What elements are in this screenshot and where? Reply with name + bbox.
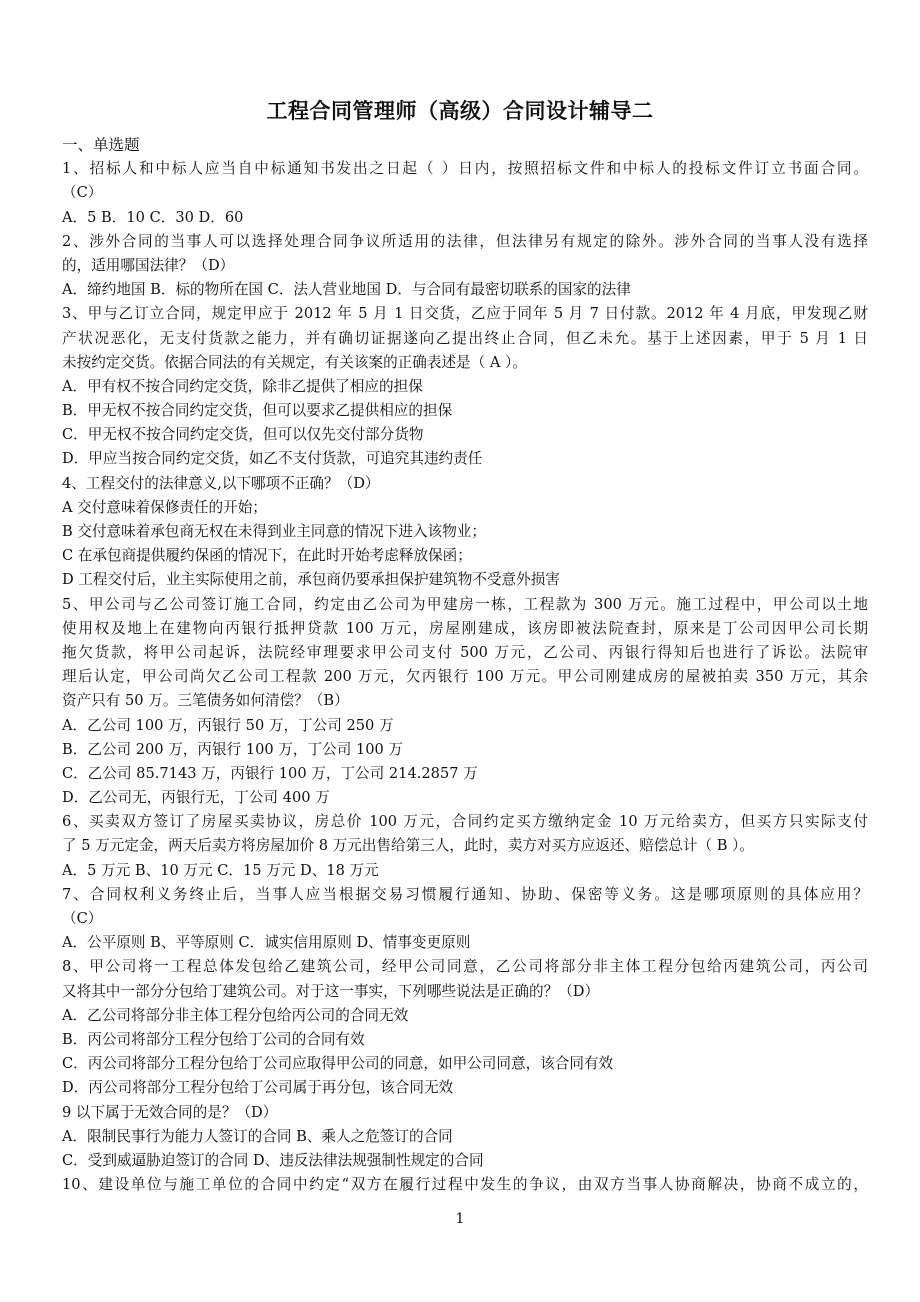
text-line: C．受到威逼胁迫签订的合同 D、违反法律法规强制性规定的合同 (62, 1151, 484, 1169)
text-line: A．缔约地国 B．标的物所在国 C．法人营业地国 D．与合同有最密切联系的国家的法律 (62, 281, 631, 299)
text-line: 9 以下属于无效合同的是？（D） (62, 1103, 278, 1121)
text-line: （C） (62, 910, 103, 927)
page-title: 工程合同管理师（高级）合同设计辅导二 (266, 99, 654, 123)
text-line: 2、涉外合同的当事人可以选择处理合同争议所适用的法律，但法律另有规定的除外。涉外合同的当事人没有选择 (62, 232, 868, 250)
text-line: C．丙公司将部分工程分包给丁公司应取得甲公司的同意，如甲公司同意，该合同有效 (62, 1055, 614, 1073)
page-number: 1 (455, 1211, 465, 1227)
text-line: A．5 B．10 C．30 D．60 (62, 208, 244, 226)
text-line: 未按约定交货。依据合同法的有关规定，有关该案的正确表述是（ A ）。 (62, 353, 527, 371)
text-line: C．甲无权不按合同约定交货，但可以仅先交付部分货物 (62, 426, 424, 444)
text-line: 3、甲与乙订立合同，规定甲应于 2012 年 5 月 1 日交货，乙应于同年 5 月 7 日付款。2012 年 4 月底，甲发现乙财 (62, 305, 868, 323)
text-line: D．乙公司无，丙银行无，丁公司 400 万 (62, 789, 330, 807)
text-line: 产状况恶化，无支付货款之能力，并有确切证据遂向乙提出终止合同，但乙未允。基于上述因素，甲于 5 月 1 日 (62, 329, 868, 347)
text-line: （C） (62, 184, 103, 202)
text-line: C 在承包商提供履约保函的情况下，在此时开始考虑释放保函； (62, 547, 472, 565)
text-line: 理后认定，甲公司尚欠乙公司工程款 200 万元，欠丙银行 100 万元。甲公司刚建成房的屋被拍卖 350 万元，其余 (62, 668, 868, 686)
text-line: 1、招标人和中标人应当自中标通知书发出之日起（ ）日内，按照招标文件和中标人的投标文件订立书面合同。 (62, 160, 868, 178)
text-line: B．甲无权不按合同约定交货，但可以要求乙提供相应的担保 (62, 402, 453, 420)
text-line: 7、合同权利义务终止后，当事人应当根据交易习惯履行通知、协助、保密等义务。这是哪项原则的具体应用？ (62, 885, 868, 903)
text-line: B．乙公司 200 万，丙银行 100 万，丁公司 100 万 (62, 740, 404, 758)
text-line: B．丙公司将部分工程分包给丁公司的合同有效 (62, 1030, 365, 1048)
text-line: C．乙公司 85.7143 万，丙银行 100 万，丁公司 214.2857 万 (62, 764, 478, 782)
text-line: 又将其中一部分分包给丁建筑公司。对于这一事实，下列哪些说法是正确的？（D） (62, 982, 600, 1000)
text-line: A．5 万元 B、10 万元 C．15 万元 D、18 万元 (62, 861, 379, 879)
section-heading: 一、单选题 (62, 136, 140, 154)
text-line: 8、甲公司将一工程总体发包给乙建筑公司，经甲公司同意，乙公司将部分非主体工程分包给丙建筑公司，丙公司 (62, 958, 868, 976)
text-line: D．甲应当按合同约定交货，如乙不支付货款，可追究其违约责任 (62, 450, 483, 468)
text-line: A．公平原则 B、平等原则 C．诚实信用原则 D、情事变更原则 (62, 934, 471, 952)
text-line: 4、工程交付的法律意义,以下哪项不正确？（D） (62, 474, 380, 492)
text-line: 使用权及地上在建物向丙银行抵押贷款 100 万元，房屋刚建成，该房即被法院查封，原来是丁公司因甲公司长期 (62, 619, 868, 637)
text-line: 6、买卖双方签订了房屋买卖协议，房总价 100 万元，合同约定买方缴纳定金 10 万元给卖方，但买方只实际支付 (62, 813, 868, 831)
text-line: D．丙公司将部分工程分包给丁公司属于再分包，该合同无效 (62, 1079, 454, 1097)
document-body (62, 133, 868, 1197)
text-line: 5、甲公司与乙公司签订施工合同，约定由乙公司为甲建房一栋，工程款为 300 万元。施工过程中，甲公司以土地 (62, 595, 868, 613)
text-line: 资产只有 50 万。三笔债务如何清偿？（B） (62, 692, 349, 710)
text-line: A．限制民事行为能力人签订的合同 B、乘人之危签订的合同 (62, 1127, 453, 1145)
text-line: A．乙公司将部分非主体工程分包给丙公司的合同无效 (62, 1006, 409, 1024)
text-line: 了 5 万元定金，两天后卖方将房屋加价 8 万元出售给第三人，此时，卖方对买方应返还、赔偿总计（ B ）。 (62, 837, 754, 855)
text-line: 10、建设单位与施工单位的合同中约定“双方在履行过程中发生的争议，由双方当事人协商解决，协商不成立的， (62, 1176, 868, 1194)
text-line: A 交付意味着保修责任的开始； (62, 498, 267, 516)
text-line: D 工程交付后，业主实际使用之前，承包商仍要承担保护建筑物不受意外损害 (62, 571, 560, 589)
text-line: A．甲有权不按合同约定交货，除非乙提供了相应的担保 (62, 377, 423, 395)
text-line: 的，适用哪国法律？（D） (62, 256, 235, 274)
text-line: B 交付意味着承包商无权在未得到业主同意的情况下进入该物业； (62, 523, 486, 540)
text-line: A．乙公司 100 万，丙银行 50 万，丁公司 250 万 (62, 716, 394, 734)
text-line: 拖欠货款，将甲公司起诉，法院经审理要求甲公司支付 500 万元，乙公司、丙银行得知后也进行了诉讼。法院审 (62, 643, 868, 661)
